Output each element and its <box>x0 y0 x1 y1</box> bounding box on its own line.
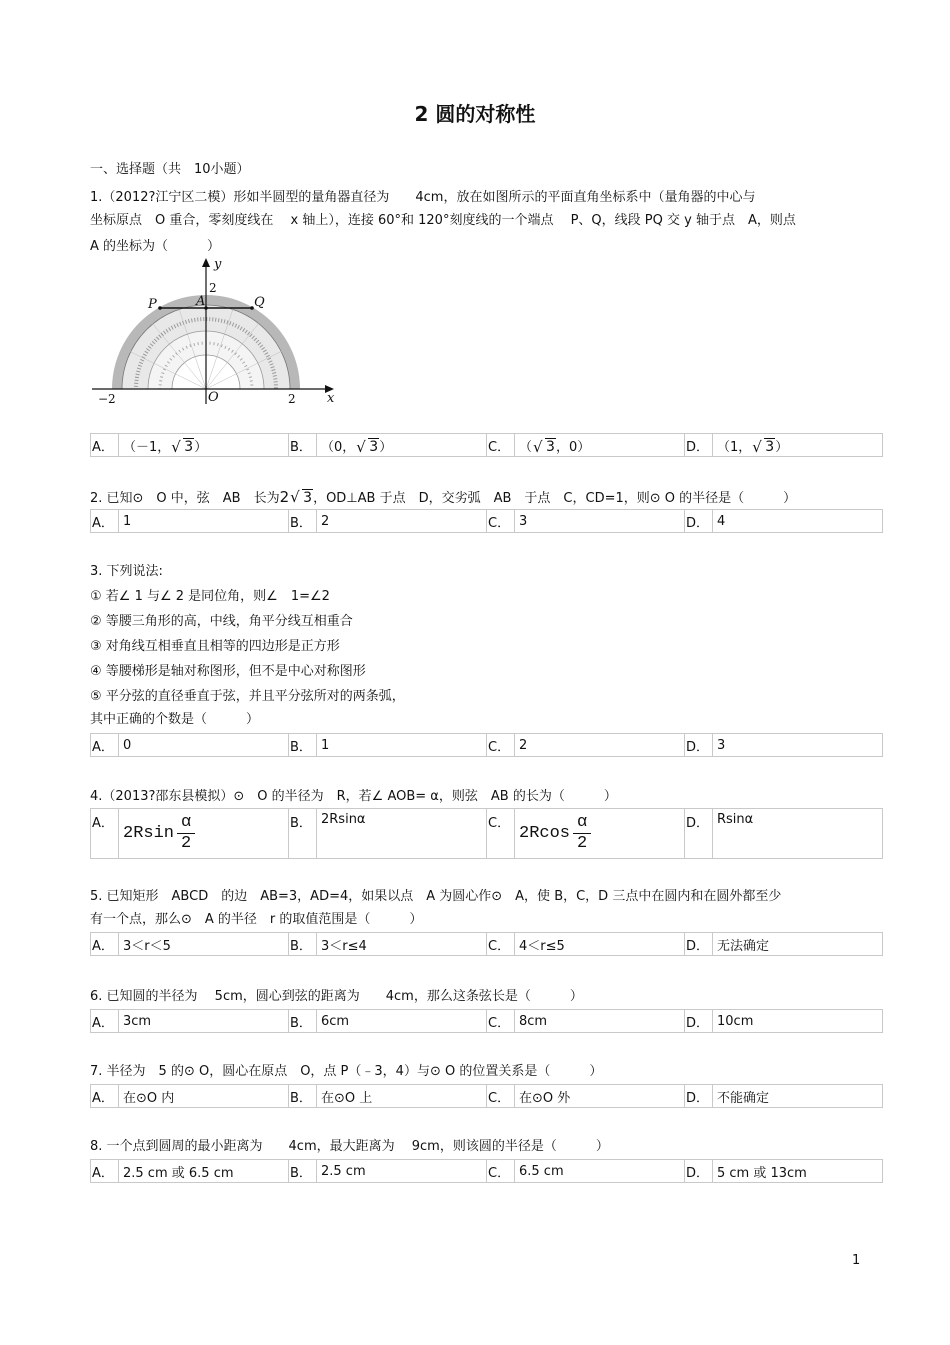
q1-stem-line2: 坐标原点 O 重合，零刻度线在 x 轴上），连接 60°和 120°刻度线的一个端点 P、Q，线段 PQ 交 y 轴于点 A，则点 <box>90 213 796 228</box>
q1-stem-line3: A 的坐标为（ ） <box>90 239 221 254</box>
y-axis-arrow <box>202 258 210 267</box>
q1-option-b[interactable]: （0，√ 3） <box>317 434 487 457</box>
q1-protractor-figure <box>88 256 338 406</box>
q3-stem: 3. 下列说法: <box>90 564 163 579</box>
q1-option-d-label: D． <box>685 434 713 457</box>
q4-option-c-label: C． <box>487 809 515 859</box>
q2-option-d[interactable]: 4 <box>713 510 883 533</box>
q2-option-a[interactable]: 1 <box>119 510 289 533</box>
q3-item-2: ② 等腰三角形的高，中线，角平分线互相重合 <box>90 614 353 629</box>
q1-option-a-label: A． <box>91 434 119 457</box>
q8-option-d-label: D． <box>685 1160 713 1183</box>
q7-option-c-label: C． <box>487 1085 515 1108</box>
q3-options <box>90 733 883 757</box>
q4-option-a[interactable]: 2Rsin α 2 <box>119 809 289 859</box>
page-title: 2 圆的对称性 <box>414 102 536 126</box>
q6-option-d[interactable]: 10cm <box>713 1010 883 1033</box>
q3-tail: 其中正确的个数是（ ） <box>90 712 260 727</box>
q2-option-b[interactable]: 2 <box>317 510 487 533</box>
q2-option-c[interactable]: 3 <box>515 510 685 533</box>
q2-option-c-label: C． <box>487 510 515 533</box>
q4-options <box>90 808 883 859</box>
q2-option-a-label: A． <box>91 510 119 533</box>
point-p <box>158 306 162 310</box>
y-tick-2: 2 <box>209 281 217 295</box>
q2-options <box>90 509 883 533</box>
q7-stem: 7. 半径为 5 的⊙ O，圆心在原点 O，点 P（﹣3，4）与⊙ O 的位置关系是（ ） <box>90 1064 603 1079</box>
q3-option-d-label: D． <box>685 734 713 757</box>
section-heading: 一、选择题（共 10小题） <box>90 162 250 177</box>
q8-option-a-label: A． <box>91 1160 119 1183</box>
q4-option-c[interactable]: 2Rcos α 2 <box>515 809 685 859</box>
q3-option-b[interactable]: 1 <box>317 734 487 757</box>
q4-option-b[interactable]: 2Rsinα <box>317 809 487 859</box>
q8-options <box>90 1159 883 1183</box>
q1-options <box>90 433 883 457</box>
q7-option-d[interactable]: 不能确定 <box>713 1085 883 1108</box>
q8-option-d[interactable]: 5 cm 或 13cm <box>713 1160 883 1183</box>
q6-option-b-label: B． <box>289 1010 317 1033</box>
x-tick-neg2: −2 <box>98 392 116 406</box>
q4-option-d[interactable]: Rsinα <box>713 809 883 859</box>
q1-option-c[interactable]: （√ 3，0） <box>515 434 685 457</box>
q1-stem-line1: 1.（2012?江宁区二模）形如半圆型的量角器直径为 4cm，放在如图所示的平面直角坐标系中（量角器的中心与 <box>90 190 756 205</box>
q5-option-a[interactable]: 3＜r＜5 <box>119 933 289 956</box>
q5-options <box>90 932 883 956</box>
q2-option-b-label: B． <box>289 510 317 533</box>
q7-option-b[interactable]: 在⊙O 上 <box>317 1085 487 1108</box>
x-axis-label: x <box>327 391 335 406</box>
x-tick-2: 2 <box>288 392 296 406</box>
q3-option-c[interactable]: 2 <box>515 734 685 757</box>
q5-option-a-label: A． <box>91 933 119 956</box>
origin-label: O <box>208 390 219 405</box>
q6-options <box>90 1009 883 1033</box>
q7-options <box>90 1084 883 1108</box>
q8-option-a[interactable]: 2.5 cm 或 6.5 cm <box>119 1160 289 1183</box>
q7-option-a[interactable]: 在⊙O 内 <box>119 1085 289 1108</box>
q6-option-a-label: A． <box>91 1010 119 1033</box>
q3-item-1: ① 若∠ 1 与∠ 2 是同位角，则∠ 1=∠2 <box>90 589 330 604</box>
a-label: A <box>196 294 206 309</box>
q5-option-b-label: B． <box>289 933 317 956</box>
q3-option-a-label: A． <box>91 734 119 757</box>
q8-option-c-label: C． <box>487 1160 515 1183</box>
q4-option-d-label: D． <box>685 809 713 859</box>
q8-option-c[interactable]: 6.5 cm <box>515 1160 685 1183</box>
q3-option-a[interactable]: 0 <box>119 734 289 757</box>
q4-option-a-label: A． <box>91 809 119 859</box>
q3-option-d[interactable]: 3 <box>713 734 883 757</box>
q5-option-c[interactable]: 4＜r≤5 <box>515 933 685 956</box>
q3-item-4: ④ 等腰梯形是轴对称图形，但不是中心对称图形 <box>90 664 366 679</box>
q5-option-d-label: D． <box>685 933 713 956</box>
q7-option-d-label: D． <box>685 1085 713 1108</box>
q1-option-b-label: B． <box>289 434 317 457</box>
q7-option-b-label: B． <box>289 1085 317 1108</box>
q5-option-d[interactable]: 无法确定 <box>713 933 883 956</box>
q2-option-d-label: D． <box>685 510 713 533</box>
q6-option-c-label: C． <box>487 1010 515 1033</box>
q1-option-a[interactable]: （－1，√ 3） <box>119 434 289 457</box>
q3-option-c-label: C． <box>487 734 515 757</box>
q1-option-c-label: C． <box>487 434 515 457</box>
q6-option-a[interactable]: 3cm <box>119 1010 289 1033</box>
q6-option-b[interactable]: 6cm <box>317 1010 487 1033</box>
q5-stem-line1: 5. 已知矩形 ABCD 的边 AB=3，AD=4，如果以点 A 为圆心作⊙ A，使 B，C，D 三点中在圆内和在圆外都至少 <box>90 889 782 904</box>
q3-option-b-label: B． <box>289 734 317 757</box>
q3-item-5: ⑤ 平分弦的直径垂直于弦，并且平分弦所对的两条弧， <box>90 689 405 704</box>
q5-stem-line2: 有一个点，那么⊙ A 的半径 r 的取值范围是（ ） <box>90 912 423 927</box>
q4-option-b-label: B． <box>289 809 317 859</box>
q8-option-b[interactable]: 2.5 cm <box>317 1160 487 1183</box>
q7-option-c[interactable]: 在⊙O 外 <box>515 1085 685 1108</box>
q1-option-d[interactable]: （1，√ 3） <box>713 434 883 457</box>
page-number: 1 <box>852 1253 861 1268</box>
q3-item-3: ③ 对角线互相垂直且相等的四边形是正方形 <box>90 639 340 654</box>
q8-stem: 8. 一个点到圆周的最小距离为 4cm，最大距离为 9cm，则该圆的半径是（ ） <box>90 1139 609 1154</box>
p-label: P <box>148 297 157 312</box>
q-label: Q <box>254 295 265 310</box>
y-axis-label: y <box>214 257 222 272</box>
q5-option-c-label: C． <box>487 933 515 956</box>
q8-option-b-label: B． <box>289 1160 317 1183</box>
q6-option-d-label: D． <box>685 1010 713 1033</box>
q2-stem: 2. 已知⊙ O 中，弦 AB 长为2√ 3，OD⊥AB 于点 D，交劣弧 AB 于点 C，CD=1，则⊙ O 的半径是（ ） <box>90 488 796 508</box>
q6-option-c[interactable]: 8cm <box>515 1010 685 1033</box>
q7-option-a-label: A． <box>91 1085 119 1108</box>
q6-stem: 6. 已知圆的半径为 5cm，圆心到弦的距离为 4cm，那么这条弦长是（ ） <box>90 989 583 1004</box>
q4-stem: 4.（2013?邵东县模拟）⊙ O 的半径为 R，若∠ AOB= α，则弦 AB 的长为（ ） <box>90 789 617 804</box>
q5-option-b[interactable]: 3＜r≤4 <box>317 933 487 956</box>
